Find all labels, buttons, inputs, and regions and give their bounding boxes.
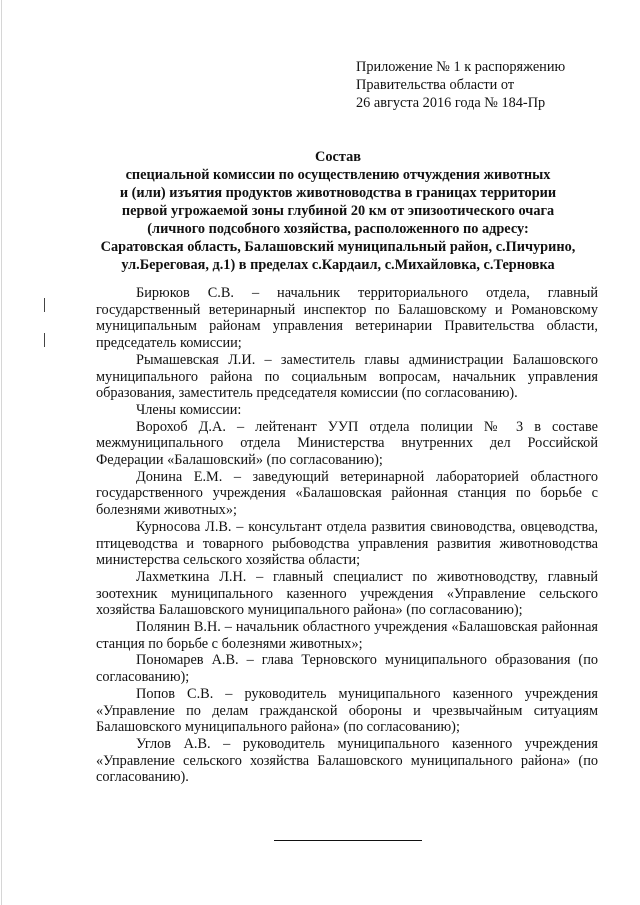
member-paragraph: Полянин В.Н. – начальник областного учреждения «Балашовская районная станция по борьбе с болезнями животных»; [96, 619, 598, 652]
member-paragraph: Рымашевская Л.И. – заместитель главы администрации Балашовского муниципального района по социальным вопросам, начальник управления образования, заместитель председателя комиссии (по согласованию). [96, 351, 598, 402]
member-paragraph: Углов А.В. – руководитель муниципального казенного учреждения «Управление сельского хозяйства Балашовского муниципального района» (по согласованию). [96, 735, 598, 786]
appendix-line-1: Приложение № 1 к распоряжению [356, 59, 566, 75]
member-paragraph: Ворохоб Д.А. – лейтенант УУП отдела полиции № 3 в составе межмуниципального отдела Министерства внутренних дел Российской Федерации «Балашовский» (по согласованию); [96, 418, 598, 469]
members-heading: Члены комиссии: [136, 401, 242, 418]
member-paragraph: Лахметкина Л.Н. – главный специалист по животноводству, главный зоотехник муниципального казенного учреждения «Управление сельского хозяйства Балашовского муниципального района» (по согласованию); [96, 568, 598, 619]
title-line-1: Состав [315, 149, 361, 165]
title-line-3: и (или) изъятия продуктов животноводства в границах территории [119, 185, 557, 201]
members-list [96, 285, 598, 786]
title-line-4: первой угрожаемой зоны глубиной 20 км от эпизоотического очага [121, 203, 555, 219]
title-line-2: специальной комиссии по осуществлению отчуждения животных [125, 167, 551, 183]
appendix-header [356, 58, 626, 112]
margin-mark-2 [44, 333, 45, 347]
member-paragraph: Попов С.В. – руководитель муниципального казенного учреждения «Управление по делам гражданской обороны и чрезвычайным ситуациям Балашовского муниципального района» (по согласованию); [96, 685, 598, 736]
margin-mark-1 [44, 298, 45, 312]
member-paragraph: Бирюков С.В. – начальник территориального отдела, главный государственный ветеринарный инспектор по Балашовскому и Романовскому муниципальным районам управления ветеринарии Правительства области, председатель комиссии; [96, 285, 598, 352]
closing-rule [274, 840, 422, 841]
appendix-line-3: 26 августа 2016 года № 184-Пр [356, 95, 546, 111]
member-paragraph: Донина Е.М. – заведующий ветеринарной лабораторией областного государственного учреждения «Балашовская районная станция по борьбе с болезнями животных»; [96, 468, 598, 519]
title-line-5: (личного подсобного хозяйства, расположенного по адресу: [147, 221, 529, 237]
title-line-7: ул.Береговая, д.1) в пределах с.Кардаил, с.Михайловка, с.Терновка [121, 257, 555, 273]
appendix-line-2: Правительства области от [356, 77, 515, 93]
document-title [88, 148, 588, 274]
title-line-6: Саратовская область, Балашовский муниципальный район, с.Пичурино, [100, 239, 576, 255]
member-paragraph: Пономарев А.В. – глава Терновского муниципального образования (по согласованию); [96, 652, 598, 686]
scan-edge-line [1, 0, 2, 905]
member-paragraph: Курносова Л.В. – консультант отдела развития свиноводства, овцеводства, птицеводства и товарного рыбоводства управления развития животноводства министерства сельского хозяйства области; [96, 518, 598, 569]
